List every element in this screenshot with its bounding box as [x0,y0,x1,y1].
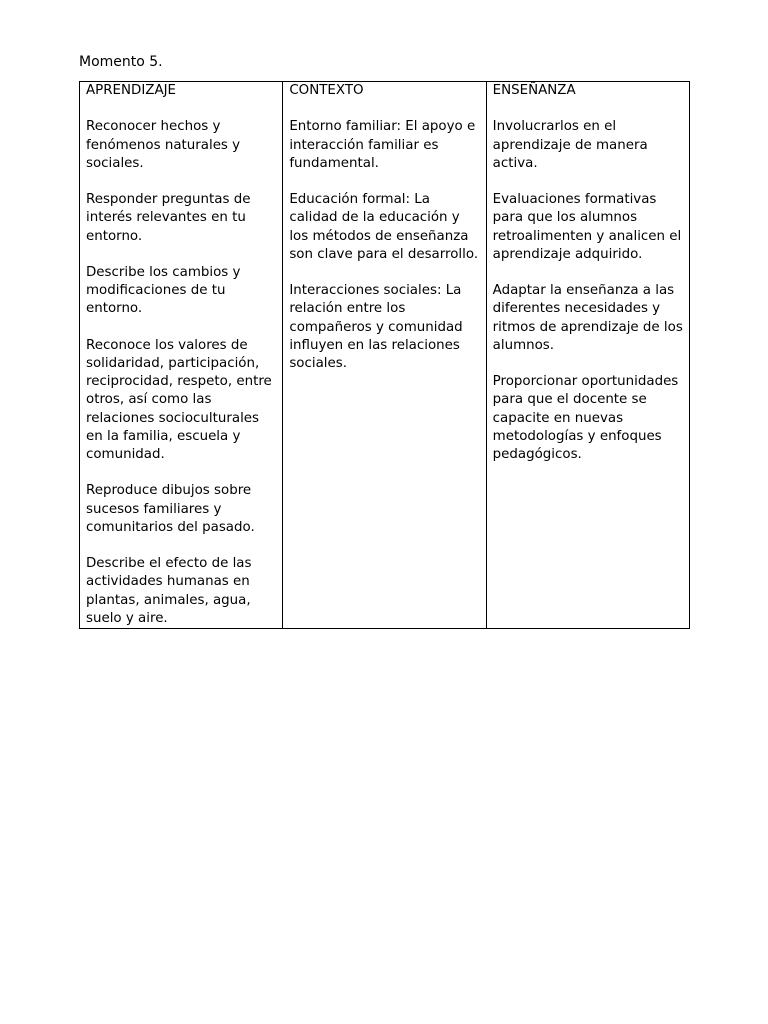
content-table [79,81,690,629]
list-item: Interacciones sociales: La relación entre los compañeros y comunidad influyen en las relaciones sociales. [289,283,463,371]
column-header: CONTEXTO [289,83,364,98]
column-header: APRENDIZAJE [86,83,177,98]
column-contexto [283,82,486,629]
list-item: Reproduce dibujos sobre sucesos familiares y comunitarios del pasado. [86,483,255,535]
column-ensenanza [486,82,689,629]
column-aprendizaje [80,82,283,629]
list-item: Involucrarlos en el aprendizaje de manera activa. [492,119,648,171]
list-item: Entorno familiar: El apoyo e interacción familiar es fundamental. [289,119,476,171]
list-item: Reconoce los valores de solidaridad, participación, reciprocidad, respeto, entre otros, así como las relaciones socioculturales en la familia, escuela y comunidad. [86,337,272,462]
list-item: Describe el efecto de las actividades humanas en plantas, animales, agua, suelo y aire. [86,556,252,626]
list-item: Proporcionar oportunidades para que el docente se capacite en nuevas metodologías y enfoques pedagógicos. [492,374,679,462]
list-item: Educación formal: La calidad de la educación y los métodos de enseñanza son clave para el desarrollo. [289,192,479,262]
document-title: Momento 5. [79,54,163,70]
list-item: Describe los cambios y modificaciones de tu entorno. [86,264,241,317]
list-item: Evaluaciones formativas para que los alumnos retroalimenten y analicen el aprendizaje adquirido. [492,192,682,262]
list-item: Responder preguntas de interés relevantes en tu entorno. [86,192,251,244]
table-row [80,82,690,629]
column-header: ENSEÑANZA [492,83,576,98]
list-item: Adaptar la enseñanza a las diferentes necesidades y ritmos de aprendizaje de los alumnos. [492,283,683,353]
list-item: Reconocer hechos y fenómenos naturales y sociales. [86,119,241,171]
